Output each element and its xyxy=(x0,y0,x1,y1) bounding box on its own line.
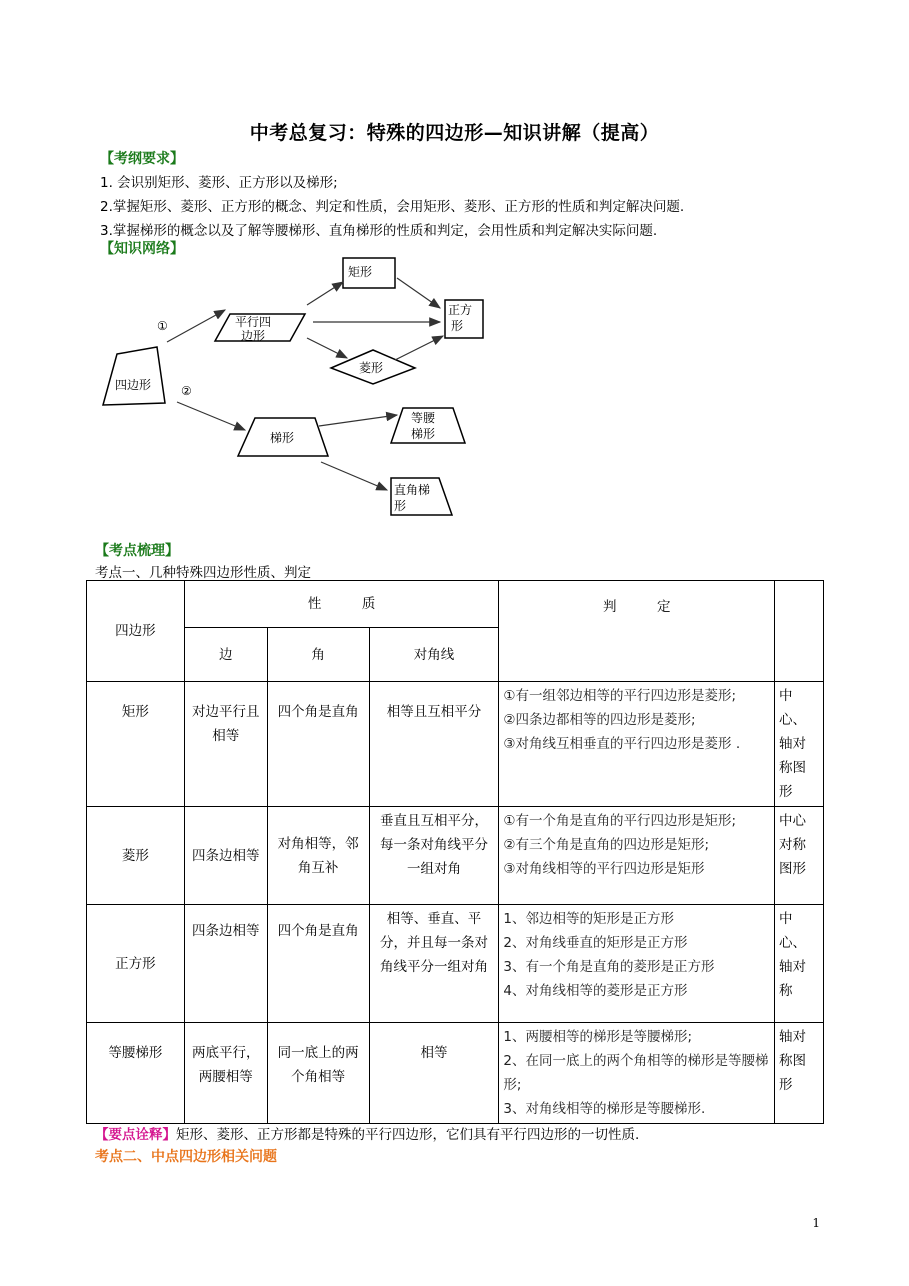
judge-line: ②有三个角是直角的四边形是矩形; xyxy=(503,837,710,853)
head-property: 性 质 xyxy=(184,581,499,628)
judge-line: 2、在同一底上的两个角相等的梯形是等腰梯形; xyxy=(503,1053,769,1093)
row-symmetry: 中心、轴对称图形 xyxy=(775,682,824,807)
table-row xyxy=(87,682,824,807)
label-rectangle: 矩形 xyxy=(348,265,373,279)
point-2-title: 考点二、中点四边形相关问题 xyxy=(95,1149,277,1165)
quadrilateral-shape xyxy=(103,347,165,405)
row-diag: 垂直且互相平分，每一条对角线平分一组对角 xyxy=(369,807,499,905)
judge-line: ①有一个角是直角的平行四边形是矩形; xyxy=(503,813,737,829)
mark-2: ② xyxy=(181,384,192,398)
label-right-1: 直角梯 xyxy=(394,483,431,497)
label-quadrilateral: 四边形 xyxy=(115,378,152,392)
row-symmetry: 中心对称图形 xyxy=(775,807,824,905)
row-symmetry: 轴对称图形 xyxy=(775,1023,824,1124)
judge-line: ②四条边都相等的四边形是菱形; xyxy=(503,712,696,728)
row-diag: 相等且互相平分 xyxy=(369,682,499,807)
row-judge xyxy=(499,807,775,905)
note-line xyxy=(95,1123,639,1143)
properties-table xyxy=(86,580,824,1124)
mark-1: ① xyxy=(157,319,168,333)
row-side: 对边平行且相等 xyxy=(184,682,267,807)
label-right-2: 形 xyxy=(394,499,407,513)
table-row xyxy=(87,1023,824,1124)
head-shape: 四边形 xyxy=(87,581,185,682)
row-name: 正方形 xyxy=(87,905,185,1023)
head-angle: 角 xyxy=(267,628,369,682)
row-angle: 四个角是直角 xyxy=(267,682,369,807)
judge-line: 3、对角线相等的梯形是等腰梯形. xyxy=(503,1101,706,1117)
point-1-title: 考点一、几种特殊四边形性质、判定 xyxy=(95,565,311,581)
knowledge-network-diagram xyxy=(95,250,515,525)
judge-line: 1、邻边相等的矩形是正方形 xyxy=(503,911,675,927)
row-side: 四条边相等 xyxy=(184,807,267,905)
table-row xyxy=(87,905,824,1023)
row-name: 等腰梯形 xyxy=(87,1023,185,1124)
row-diag: 相等、垂直、平分，并且每一条对角线平分一组对角 xyxy=(369,905,499,1023)
judge-line: 4、对角线相等的菱形是正方形 xyxy=(503,983,688,999)
page-number: 1 xyxy=(812,1216,820,1230)
label-parallelogram-1: 平行四 xyxy=(235,315,272,329)
judge-line: 1、两腰相等的梯形是等腰梯形; xyxy=(503,1029,693,1045)
judge-line: ③对角线相等的平行四边形是矩形 xyxy=(503,861,705,877)
label-isosceles-2: 梯形 xyxy=(411,427,436,441)
note-heading: 【要点诠释】 xyxy=(95,1127,176,1143)
row-angle: 对角相等，邻角互补 xyxy=(267,807,369,905)
judge-line: ③对角线互相垂直的平行四边形是菱形 . xyxy=(503,736,741,752)
head-symmetry xyxy=(775,581,824,682)
points-heading: 【考点梳理】 xyxy=(95,543,179,559)
judge-line: ①有一组邻边相等的平行四边形是菱形; xyxy=(503,688,737,704)
head-judge: 判 定 xyxy=(499,581,775,682)
page-title: 中考总复习：特殊的四边形—知识讲解（提高） xyxy=(249,122,660,144)
row-name: 菱形 xyxy=(87,807,185,905)
row-diag: 相等 xyxy=(369,1023,499,1124)
label-square-1: 正方 xyxy=(448,303,473,317)
requirement-3: 3.掌握梯形的概念以及了解等腰梯形、直角梯形的性质和判定，会用性质和判定解决实际问题. xyxy=(100,223,658,239)
row-symmetry: 中心、轴对称 xyxy=(775,905,824,1023)
table-row xyxy=(87,807,824,905)
requirement-2: 2.掌握矩形、菱形、正方形的概念、判定和性质，会用矩形、菱形、正方形的性质和判定解决问题. xyxy=(100,199,685,215)
label-square-2: 形 xyxy=(451,319,464,333)
label-rhombus: 菱形 xyxy=(359,361,384,375)
requirements-heading: 【考纲要求】 xyxy=(100,151,184,167)
note-text: 矩形、菱形、正方形都是特殊的平行四边形，它们具有平行四边形的一切性质. xyxy=(176,1127,640,1143)
label-isosceles-1: 等腰 xyxy=(411,411,436,425)
head-diag: 对角线 xyxy=(369,628,499,682)
label-trapezoid: 梯形 xyxy=(270,431,295,445)
row-judge xyxy=(499,905,775,1023)
label-parallelogram-2: 边形 xyxy=(241,329,266,343)
row-angle: 四个角是直角 xyxy=(267,905,369,1023)
judge-line: 3、有一个角是直角的菱形是正方形 xyxy=(503,959,715,975)
row-judge xyxy=(499,1023,775,1124)
requirement-1: 1. 会识别矩形、菱形、正方形以及梯形; xyxy=(100,175,338,191)
row-side: 四条边相等 xyxy=(184,905,267,1023)
head-side: 边 xyxy=(184,628,267,682)
network-heading: 【知识网络】 xyxy=(100,241,184,257)
row-name: 矩形 xyxy=(87,682,185,807)
row-judge xyxy=(499,682,775,807)
row-side: 两底平行，两腰相等 xyxy=(184,1023,267,1124)
judge-line: 2、对角线垂直的矩形是正方形 xyxy=(503,935,688,951)
row-angle: 同一底上的两个角相等 xyxy=(267,1023,369,1124)
